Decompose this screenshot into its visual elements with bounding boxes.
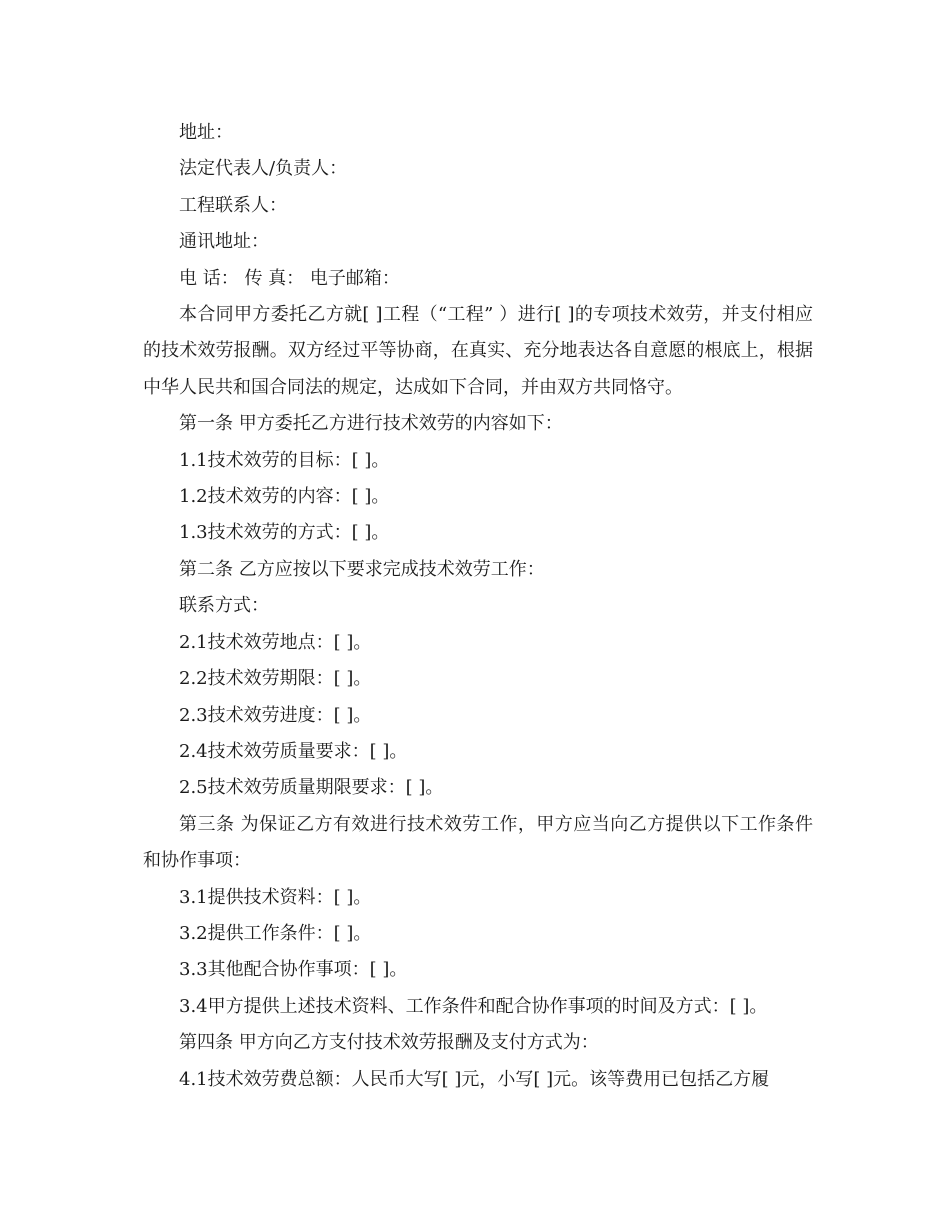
clause-2-3: 2.3技术效劳进度：[ ]。 xyxy=(179,704,372,726)
clause-1-3: 1.3技术效劳的方式：[ ]。 xyxy=(179,522,390,544)
clause-3-2: 3.2提供工作条件：[ ]。 xyxy=(179,922,372,944)
article-1-heading: 第一条 甲方委托乙方进行技术效劳的内容如下： xyxy=(179,413,563,435)
project-contact-line: 工程联系人： xyxy=(179,194,287,216)
clause-4-1: 4.1技术效劳费总额：人民币大写[ ]元，小写[ ]元。该等费用已包括乙方履 xyxy=(179,1068,770,1090)
clause-3-1: 3.1提供技术资料：[ ]。 xyxy=(179,886,372,908)
address-line: 地址： xyxy=(179,122,233,143)
clause-3-4: 3.4甲方提供上述技术资料、工作条件和配合协作事项的时间及方式：[ ]。 xyxy=(179,995,768,1017)
article-4-heading: 第四条 甲方向乙方支付技术效劳报酬及支付方式为： xyxy=(179,1032,599,1054)
article-2-heading: 第二条 乙方应按以下要求完成技术效劳工作： xyxy=(179,558,545,580)
document-page xyxy=(143,115,813,1098)
legal-representative-line: 法定代表人/负责人： xyxy=(179,158,348,180)
clause-1-2: 1.2技术效劳的内容：[ ]。 xyxy=(179,486,390,508)
contact-method-line: 联系方式： xyxy=(179,595,269,617)
article-3-heading: 第三条 为保证乙方有效进行技术效劳工作，甲方应当向乙方提供以下工作条件和协作事项： xyxy=(143,813,813,872)
clause-2-1: 2.1技术效劳地点：[ ]。 xyxy=(179,631,372,653)
phone-fax-email-line: 电 话： 传 真： 电子邮箱： xyxy=(179,267,400,289)
contract-preamble: 本合同甲方委托乙方就[ ]工程（“工程” ）进行[ ]的专项技术效劳，并支付相应的技术效劳报酬。双方经过平等协商，在真实、充分地表达各自意愿的根底上，根据中华人民共和国合同法的规定，达成如下合同，并由双方共同恪守。 xyxy=(143,304,813,398)
mailing-address-line: 通讯地址： xyxy=(179,231,269,253)
clause-3-3: 3.3其他配合协作事项：[ ]。 xyxy=(179,959,408,981)
clause-2-5: 2.5技术效劳质量期限要求：[ ]。 xyxy=(179,777,444,799)
clause-2-2: 2.2技术效劳期限：[ ]。 xyxy=(179,668,372,690)
clause-2-4: 2.4技术效劳质量要求：[ ]。 xyxy=(179,740,408,762)
clause-1-1: 1.1技术效劳的目标：[ ]。 xyxy=(179,449,390,471)
